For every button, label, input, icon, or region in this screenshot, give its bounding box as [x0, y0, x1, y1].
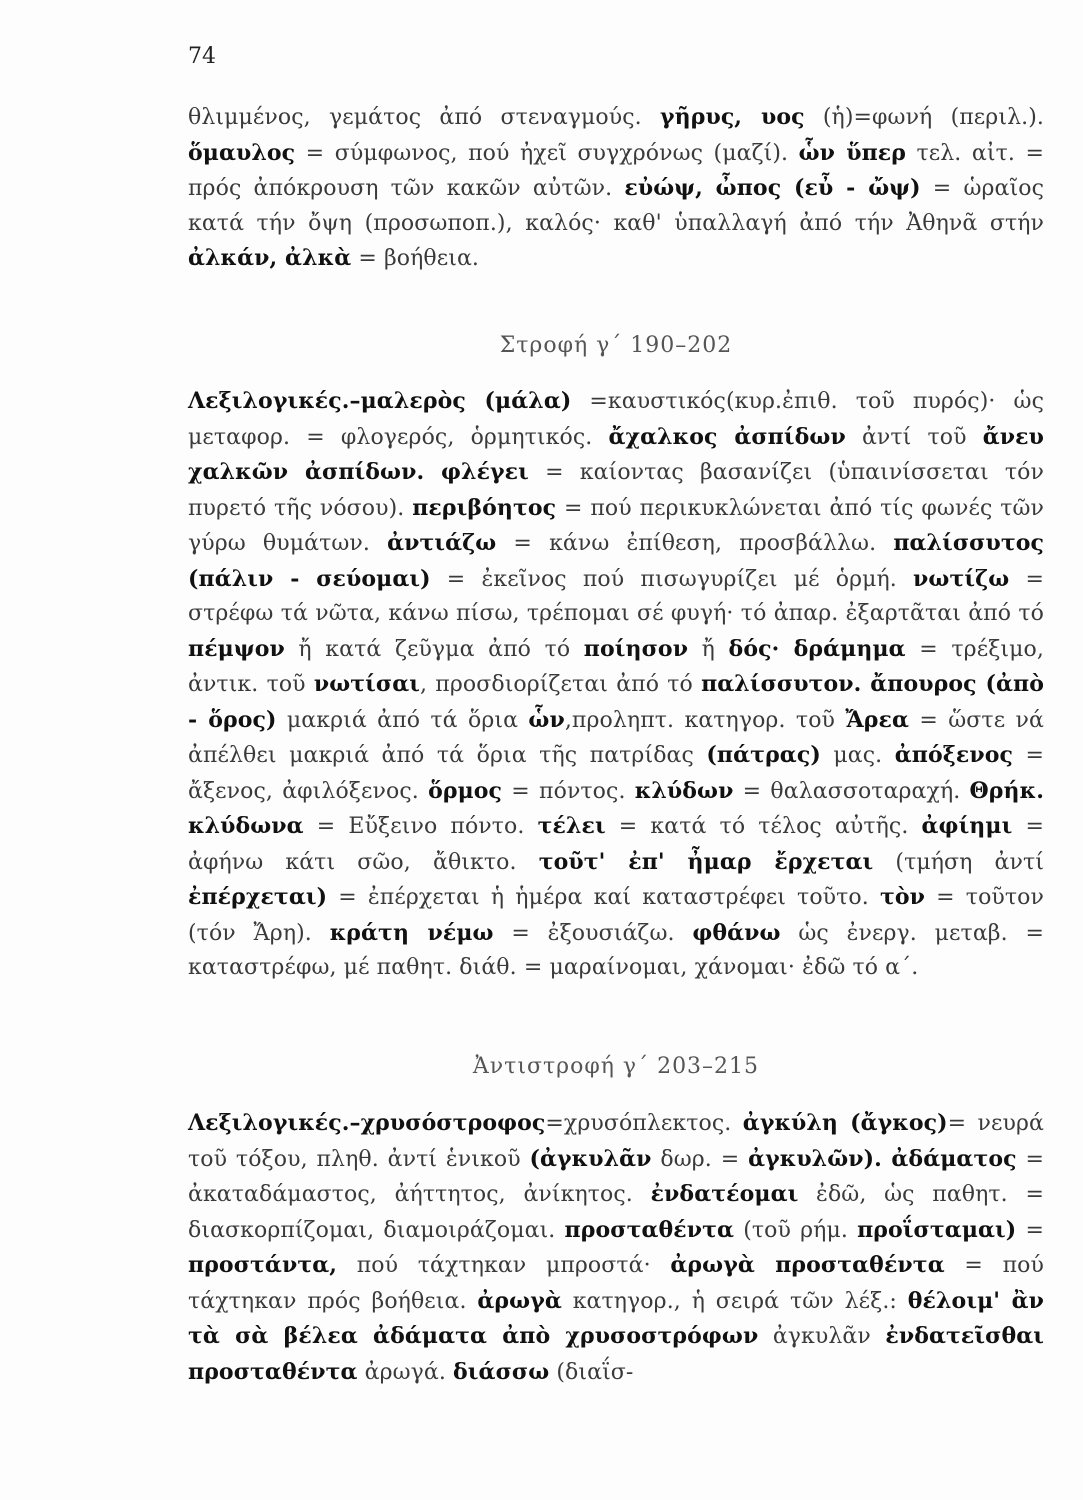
gloss-text: θλιμμένος, γεμάτος ἀπό στεναγμούς.	[188, 105, 660, 130]
lemma-term: κλύδων	[634, 777, 734, 804]
lemma-term: ὅρμος	[428, 777, 503, 804]
lemma-term: ἐπέρχεται)	[188, 884, 328, 910]
gloss-text: = στρέφω τά νῶτα, κάνω πίσω, τρέπομαι σέ φυγή· τό ἀπαρ. ἐξαρτᾶται ἀπό τό	[188, 566, 1044, 626]
lemma-term: τὸν	[879, 884, 926, 910]
lemma-term: παλίσσυτος (πάλιν - σεύομαι)	[188, 530, 1044, 592]
page-number: 74	[188, 44, 216, 69]
lemma-term: θέλοιμ' ἂν τὰ σὰ βέλεα ἀδάματα ἀπὸ χρυσοστρόφων	[188, 1287, 1044, 1349]
gloss-text: πού τάχτηκαν μπροστά·	[337, 1253, 671, 1278]
gloss-text: , προσδιορίζεται ἀπό τό	[420, 672, 702, 697]
gloss-text: = πόντος.	[502, 778, 635, 804]
gloss-text: = Εὔξεινο πόντο.	[303, 814, 538, 839]
section-heading-antistrophe: Ἀντιστροφή γ΄ 203–215	[472, 1054, 760, 1079]
paragraph-2	[188, 384, 1044, 986]
lemma-term: νωτίζω	[913, 565, 1010, 592]
gloss-text: (ἡ)=φωνή (περιλ.).	[804, 105, 1044, 130]
lemma-term: (πάτρας)	[706, 742, 821, 768]
gloss-text: = βοήθεια.	[351, 246, 480, 271]
gloss-text: = πού τάχτηκαν πρός βοήθεια.	[188, 1253, 1044, 1314]
lemma-term: φθάνω	[692, 919, 781, 946]
lemma-term: Θρήκ. κλύδωνα	[188, 777, 1044, 839]
gloss-text: = ὥστε νά ἀπέλθει μακριά ἀπό τά ὅρια τῆς πατρίδας	[188, 707, 1044, 768]
gloss-text: δωρ. =	[651, 1146, 749, 1172]
gloss-text: = κάνω ἐπίθεση, προσβάλλω.	[496, 531, 894, 556]
gloss-text: = ἐπέρχεται ἡ ἡμέρα καί καταστρέφει τοῦτο.	[327, 885, 880, 910]
lemma-term: ἐνδατέομαι	[650, 1181, 799, 1207]
gloss-text: = καίοντας βασανίζει (ὑπαινίσσεται τόν πυρετό τῆς νόσου).	[188, 460, 1044, 521]
lemma-term: ὧν ὕπερ	[798, 139, 906, 166]
lemma-term: δός· δράμημα	[728, 635, 906, 662]
gloss-text: =χρυσόπλεκτος.	[545, 1111, 743, 1136]
gloss-text: = ὡραῖος κατά τήν ὄψη (προσωποπ.), καλός· καθ' ὑπαλλαγή ἀπό τήν Ἀθηνᾶ στήν	[188, 176, 1044, 236]
gloss-text: (τοῦ ρήμ.	[734, 1217, 858, 1243]
gloss-text: = τοῦτον (τόν Ἄρη).	[188, 885, 1044, 946]
lemma-term: προΐσταμαι)	[857, 1216, 1017, 1243]
gloss-text: ἤ κατά ζεῦγμα ἀπό τό	[284, 636, 584, 662]
lemma-term: Λεξιλογικές.–χρυσόστροφος	[188, 1110, 546, 1136]
lemma-term: εὐώψ, ὦπος (εὖ - ὤψ)	[624, 175, 921, 201]
lemma-term: περιβόητος	[412, 494, 557, 521]
paragraph-1	[188, 100, 1044, 277]
gloss-text: =	[1016, 1217, 1044, 1243]
lemma-term: Λεξιλογικές.–μαλερὸς (μάλα)	[188, 388, 572, 414]
lemma-term: ὅμαυλος	[188, 139, 296, 166]
gloss-text: =καυστικός(κυρ.ἐπιθ. τοῦ πυρός)· ὡς μεταφορ. = φλογερός, ὁρμητικός.	[188, 389, 1044, 450]
gloss-text: = θαλασσοταραχή.	[733, 778, 970, 804]
lemma-term: ἀλκάν, ἀλκὰ	[188, 245, 352, 271]
lemma-term: ἀρωγὰ	[477, 1287, 562, 1314]
gloss-text: = σύμφωνος, πού ἠχεῖ συγχρόνως (μαζί).	[295, 140, 799, 166]
gloss-text: ἀγκυλᾶν	[758, 1324, 886, 1349]
lemma-term: τέλει	[537, 813, 606, 839]
gloss-text: ἐδῶ, ὡς παθητ. = διασκορπίζομαι, διαμοιράζομαι.	[188, 1182, 1044, 1243]
lemma-term: (ἀγκυλᾶν	[529, 1145, 652, 1172]
gloss-text: = ἀφήνω κάτι σῶο, ἄθικτο.	[188, 814, 1044, 875]
lemma-term: ἀρωγὰ προσταθέντα	[670, 1252, 945, 1278]
gloss-text: ἤ	[688, 636, 729, 662]
gloss-text: = νευρά τοῦ τόξου, πληθ. ἀντί ἑνικοῦ	[188, 1111, 1044, 1172]
lemma-term: ἀγκυλῶν). ἀδάματος	[748, 1145, 1017, 1172]
gloss-text: = ἐκεῖνος πού πισωγυρίζει μέ ὁρμή.	[430, 566, 914, 592]
lemma-term: ἀντιάζω	[387, 530, 497, 556]
gloss-text: μακριά ἀπό τά ὅρια	[276, 707, 529, 733]
gloss-text: (τμήση ἀντί	[873, 849, 1044, 875]
lemma-term: Ἄρεα	[845, 706, 910, 733]
lemma-term: νωτίσαι	[313, 671, 421, 697]
gloss-text: ,προληπτ. κατηγορ. τοῦ	[564, 707, 846, 733]
gloss-text: = ἀκαταδάμαστος, ἀήττητος, ἀνίκητος.	[188, 1146, 1044, 1207]
section-heading-strophe: Στροφή γ΄ 190–202	[499, 333, 733, 358]
lemma-term: διάσσω	[453, 1358, 550, 1385]
lemma-term: γῆρυς, υος	[660, 104, 805, 130]
gloss-text: τελ. αἰτ. = πρός ἀπόκρουση τῶν κακῶν αὐτῶν.	[188, 140, 1045, 201]
gloss-text: = πού περικυκλώνεται ἀπό τίς φωνές τῶν γύρω θυμάτων.	[188, 495, 1044, 556]
lemma-term: ἄχαλκος ἀσπίδων	[608, 423, 846, 450]
gloss-text: κατηγορ., ἡ σειρά τῶν λέξ.:	[561, 1288, 908, 1314]
gloss-text: ὡς ἐνεργ. μεταβ. = καταστρέφω, μέ παθητ. διάθ. = μαραίνομαι, χάνομαι· ἐδῶ τό α΄.	[188, 920, 1045, 980]
lemma-term: προστάντα,	[188, 1252, 338, 1278]
gloss-text: (διαΐσ-	[549, 1359, 634, 1385]
gloss-text: = ἄξενος, ἀφιλόξενος.	[188, 743, 1044, 804]
gloss-text: = ἐξουσιάζω.	[493, 920, 693, 946]
lemma-term: πέμψον	[188, 635, 285, 662]
gloss-text: ἀντί τοῦ	[845, 424, 983, 450]
gloss-text: = τρέξιμο, ἀντικ. τοῦ	[188, 636, 1044, 697]
lemma-term: ὧν	[528, 706, 565, 733]
lemma-term: ἀφίημι	[921, 813, 1013, 839]
lemma-term: ἀγκύλη (ἄγκος)	[742, 1110, 948, 1136]
gloss-text: μας.	[820, 743, 895, 768]
lemma-term: ποίησον	[583, 635, 689, 662]
lemma-term: ἀπόξενος	[894, 742, 1013, 768]
lemma-term: ἄνευ χαλκῶν ἀσπίδων. φλέγει	[188, 423, 1044, 485]
lemma-term: προσταθέντα	[564, 1216, 735, 1243]
paragraph-3	[188, 1106, 1044, 1390]
lemma-term: τοῦτ' ἐπ' ἦμαρ ἔρχεται	[538, 848, 874, 875]
gloss-text: = κατά τό τέλος αὐτῆς.	[605, 814, 922, 839]
lemma-term: παλίσσυτον. ἄπουρος (ἀπὸ - ὅρος)	[188, 671, 1044, 733]
lemma-term: ἐνδατεῖσθαι προσταθέντα	[188, 1323, 1044, 1385]
lemma-term: κράτη νέμω	[329, 919, 494, 946]
gloss-text: ἀρωγά.	[357, 1359, 454, 1385]
